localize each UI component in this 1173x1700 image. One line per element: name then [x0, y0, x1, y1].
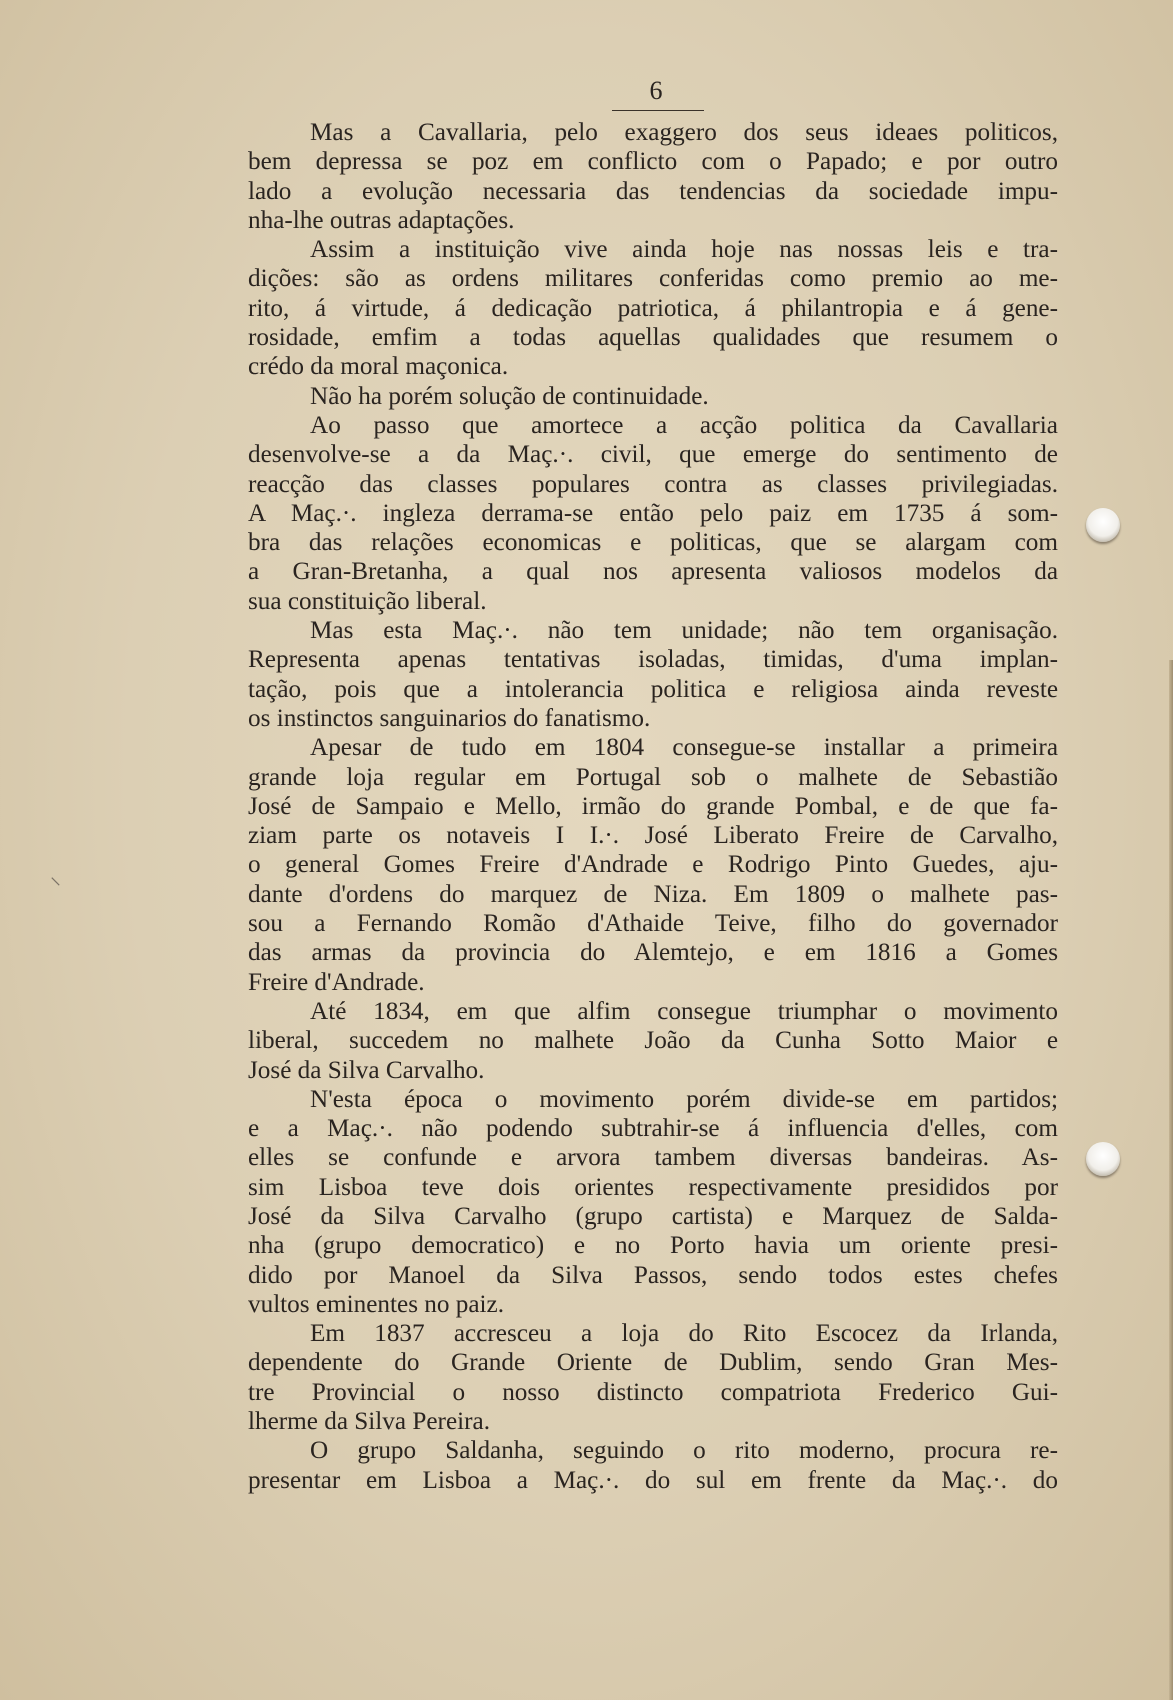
text-line: rito, á virtude, á dedicação patriotica, á philantropia e á gene- [248, 294, 1058, 322]
text-line: sim Lisboa teve dois orientes respectivamente presididos por [248, 1173, 1058, 1201]
text-line: O grupo Saldanha, seguindo o rito moderno, procura re- [310, 1437, 1058, 1465]
text-line: desenvolve-se a da Maç.·. civil, que emerge do sentimento de [248, 441, 1058, 469]
text-line: Representa apenas tentativas isoladas, timidas, d'uma implan- [248, 646, 1058, 674]
binding-hole-bottom [1086, 1142, 1120, 1176]
text-line: Apesar de tudo em 1804 consegue-se installar a primeira [310, 734, 1058, 762]
text-line: dições: são as ordens militares conferidas como premio ao me- [248, 265, 1058, 293]
binding-hole-top [1086, 508, 1120, 542]
text-line: grande loja regular em Portugal sob o malhete de Sebastião [248, 763, 1058, 791]
text-line: tação, pois que a intolerancia politica e religiosa ainda reveste [248, 675, 1058, 703]
page-edge [1169, 660, 1173, 1700]
text-line: Mas esta Maç.·. não tem unidade; não tem organisação. [310, 617, 1058, 645]
text-line: Não ha porém solução de continuidade. [310, 382, 709, 410]
page-number: 6 [649, 76, 664, 105]
text-line: Mas a Cavallaria, pelo exaggero dos seus ideaes politicos, [310, 119, 1058, 146]
text-line: Ao passo que amortece a acção politica da Cavallaria [310, 411, 1058, 439]
text-line: lado a evolução necessaria das tendencias da sociedade impu- [248, 177, 1058, 205]
text-line: nha-lhe outras adaptações. [248, 206, 515, 234]
text-line: bem depressa se poz em conflicto com o Papado; e por outro [248, 148, 1058, 176]
text-line: presentar em Lisboa a Maç.·. do sul em frente da Maç.·. do [248, 1466, 1058, 1494]
text-line: José de Sampaio e Mello, irmão do grande Pombal, e de que fa- [248, 792, 1058, 820]
text-line: nha (grupo democratico) e no Porto havia um oriente presi- [248, 1232, 1058, 1260]
text-line: sou a Fernando Romão d'Athaide Teive, filho do governador [248, 910, 1058, 938]
text-line: liberal, succedem no malhete João da Cunha Sotto Maior e [248, 1027, 1058, 1055]
text-line: lherme da Silva Pereira. [248, 1408, 490, 1436]
text-line: das armas da provincia do Alemtejo, e em 1816 a Gomes [248, 939, 1058, 967]
text-line: bra das relações economicas e politicas, que se alargam com [248, 529, 1058, 557]
text-line: sua constituição liberal. [248, 587, 487, 615]
text-line: reacção das classes populares contra as classes privilegiadas. [248, 470, 1058, 498]
text-line: e a Maç.·. não podendo subtrahir-se á influencia d'elles, com [248, 1115, 1058, 1143]
text-line: os instinctos sanguinarios do fanatismo. [248, 704, 651, 732]
header-rule [612, 110, 704, 111]
text-line: ziam parte os notaveis I I.·. José Liberato Freire de Carvalho, [248, 822, 1058, 850]
text-line: a Gran-Bretanha, a qual nos apresenta valiosos modelos da [248, 558, 1058, 586]
text-line: crédo da moral maçonica. [248, 353, 509, 381]
text-line: vultos eminentes no paiz. [248, 1290, 505, 1318]
text-line: Freire d'Andrade. [248, 968, 425, 996]
text-line: o general Gomes Freire d'Andrade e Rodrigo Pinto Guedes, aju- [248, 851, 1058, 879]
text-line: elles se confunde e arvora tambem diversas bandeiras. As- [248, 1144, 1058, 1172]
text-line: Até 1834, em que alfim consegue triumphar o movimento [310, 997, 1058, 1025]
text-line: A Maç.·. ingleza derrama-se então pelo paiz em 1735 á som- [248, 499, 1058, 527]
text-line: N'esta época o movimento porém divide-se em partidos; [310, 1085, 1058, 1113]
body-text [248, 118, 1058, 1495]
text-line: Assim a instituição vive ainda hoje nas nossas leis e tra- [310, 236, 1058, 264]
text-line: Em 1837 accresceu a loja do Rito Escocez da Irlanda, [310, 1320, 1058, 1348]
text-line: rosidade, emfim a todas aquellas qualidades que resumem o [248, 324, 1058, 352]
text-line: dante d'ordens do marquez de Niza. Em 1809 o malhete pas- [248, 880, 1058, 908]
text-line: José da Silva Carvalho. [248, 1056, 485, 1084]
text-line: dido por Manoel da Silva Passos, sendo todos estes chefes [248, 1261, 1058, 1289]
margin-speck: ⸌ [50, 873, 62, 898]
text-line: dependente do Grande Oriente de Dublim, sendo Gran Mes- [248, 1349, 1058, 1377]
text-line: tre Provincial o nosso distincto compatriota Frederico Gui- [248, 1378, 1058, 1406]
text-line: José da Silva Carvalho (grupo cartista) e Marquez de Salda- [248, 1202, 1058, 1230]
